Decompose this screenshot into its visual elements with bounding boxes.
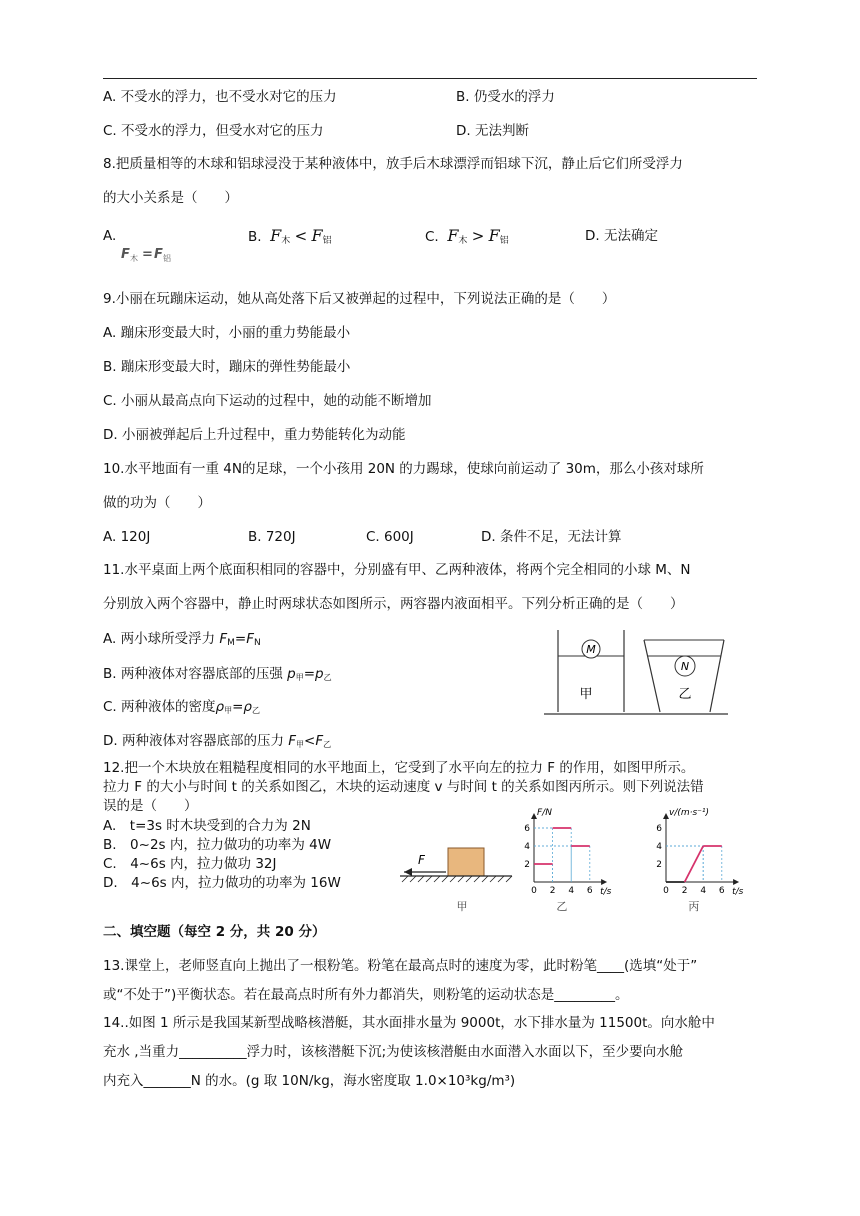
q11-b-p1: p xyxy=(287,666,296,682)
y-tick-label: 6 xyxy=(524,824,530,834)
container-yi-right-wall xyxy=(710,640,724,712)
q9-option-c[interactable]: C. 小丽从最高点向下运动的过程中，她的动能不断增加 xyxy=(103,393,432,409)
y-axis-label: v/(m·s⁻¹) xyxy=(669,808,710,818)
q8-option-d[interactable]: D. 无法确定 xyxy=(585,228,658,244)
x-axis-label: t/s xyxy=(732,887,744,897)
ball-m-label: M xyxy=(586,643,596,656)
q8-c-gt: > xyxy=(471,227,485,245)
header-rule xyxy=(103,78,757,79)
formula-image xyxy=(120,244,182,264)
q8-option-a-formula-image xyxy=(120,244,182,264)
section2-title: 二、填空题（每空 2 分，共 20 分） xyxy=(103,924,326,940)
q11-option-a[interactable] xyxy=(103,630,261,652)
container-jia-label: 甲 xyxy=(579,687,593,702)
q11-b-text: B. 两种液体对容器底部的压强 xyxy=(103,666,288,682)
q8-b-f2: F xyxy=(311,226,323,245)
q11-c-rho1: ρ xyxy=(215,699,225,715)
q11-b-eq: = xyxy=(303,666,316,682)
q8-b-sub1: 木 xyxy=(281,236,291,246)
q12-option-c[interactable]: C. 4~6s 内，拉力做功 32J xyxy=(103,856,277,872)
chart-velocity-time xyxy=(652,800,782,915)
svg-text:铝: 铝 xyxy=(163,254,171,263)
y-tick-label: 2 xyxy=(656,860,662,870)
chart-caption: 乙 xyxy=(556,900,568,913)
q11-d-sub-yi: 乙 xyxy=(323,740,332,749)
q14-line2: 充水 ,当重力__________浮力时，该核潜艇下沉;为使该核潜艇由水面潜入水面以下，至少要向水舱 xyxy=(103,1044,684,1060)
q11-option-b[interactable] xyxy=(103,665,332,687)
q7-option-d[interactable]: D. 无法判断 xyxy=(456,123,529,139)
q8-option-b-label: B. xyxy=(248,229,262,245)
q11-d-text: D. 两种液体对容器底部的压力 xyxy=(103,733,289,749)
q11-d-f1: F xyxy=(288,733,297,749)
q12-block-figure xyxy=(396,838,516,914)
x-tick-label: 2 xyxy=(681,886,688,896)
y-tick-label: 2 xyxy=(524,860,530,870)
q12-line3: 误的是（ ） xyxy=(103,798,198,814)
q14-line1: 14..如图 1 所示是我国某新型战略核潜艇，其水面排水量为 9000t，水下排水量为 11500t。向水舱中 xyxy=(103,1015,715,1031)
q11-d-lt: < xyxy=(304,733,316,749)
q12-line1: 12.把一个木块放在粗糙程度相同的水平地面上，它受到了水平向左的拉力 F 的作用，如图甲所示。 xyxy=(103,760,695,776)
q8-b-f1: F xyxy=(270,226,282,245)
q8-option-a-label[interactable]: A. xyxy=(103,228,117,244)
q7-option-c[interactable]: C. 不受水的浮力，但受水对它的压力 xyxy=(103,123,324,139)
q11-b-sub-yi: 乙 xyxy=(323,673,332,682)
x-tick-label: 0 xyxy=(531,886,537,896)
chart-caption: 丙 xyxy=(688,900,700,913)
q8-c-f2: F xyxy=(488,226,500,245)
q8-option-c-label: C. xyxy=(425,229,439,245)
container-yi-label: 乙 xyxy=(678,687,692,702)
svg-text:F: F xyxy=(154,247,163,262)
q11-b-p2: p xyxy=(315,666,324,682)
q7-option-a[interactable]: A. 不受水的浮力，也不受水对它的压力 xyxy=(103,89,337,105)
x-tick-label: 4 xyxy=(700,886,707,896)
q12-option-b[interactable]: B. 0~2s 内，拉力做功的功率为 4W xyxy=(103,837,332,853)
q11-stem-line2: 分别放入两个容器中，静止时两球状态如图所示，两容器内液面相平。下列分析正确的是（ ） xyxy=(103,596,684,612)
q8-c-sub1: 木 xyxy=(458,236,468,246)
q8-c-sub2: 铝 xyxy=(499,236,509,246)
q9-stem: 9.小丽在玩蹦床运动，她从高处落下后又被弹起的过程中，下列说法正确的是（ ） xyxy=(103,291,616,307)
q8-stem-line1: 8.把质量相等的木球和铝球浸没于某种液体中，放手后木球漂浮而铝球下沉，静止后它们所受浮力 xyxy=(103,156,683,172)
figure-jia-caption: 甲 xyxy=(456,900,468,913)
q8-b-lt: < xyxy=(294,227,308,245)
x-axis-arrow-icon xyxy=(733,879,739,885)
svg-text:F: F xyxy=(121,247,130,262)
data-segment-1 xyxy=(685,846,704,882)
ground-hatching xyxy=(402,876,512,882)
q11-a-eq: = xyxy=(234,631,247,647)
x-tick-label: 0 xyxy=(663,886,669,896)
q11-option-c[interactable] xyxy=(103,698,260,720)
q12-option-a[interactable]: A. t=3s 时木块受到的合力为 2N xyxy=(103,818,311,834)
x-tick-label: 6 xyxy=(718,886,725,896)
x-axis-label: t/s xyxy=(600,887,612,897)
q11-a-f2: F xyxy=(246,631,254,647)
q8-stem-line2: 的大小关系是（ ） xyxy=(103,190,238,206)
x-tick-label: 2 xyxy=(549,886,556,896)
arrow-f-label: F xyxy=(418,853,425,867)
q7-option-b[interactable]: B. 仍受水的浮力 xyxy=(456,89,555,105)
wood-block xyxy=(448,848,484,876)
q9-option-d[interactable]: D. 小丽被弹起后上升过程中，重力势能转化为动能 xyxy=(103,427,406,443)
q10-stem-line2: 做的功为（ ） xyxy=(103,495,211,511)
q8-option-b[interactable] xyxy=(248,227,332,250)
y-tick-label: 6 xyxy=(656,824,662,834)
q11-a-f1: F xyxy=(219,631,228,647)
q11-stem-line1: 11.水平桌面上两个底面积相同的容器中，分别盛有甲、乙两种液体，将两个完全相同的小球 M、N xyxy=(103,562,691,578)
y-tick-label: 4 xyxy=(656,842,662,852)
q8-option-c[interactable] xyxy=(425,227,509,250)
q11-a-sub-m: M xyxy=(227,638,235,648)
x-tick-label: 6 xyxy=(586,886,593,896)
container-yi-left-wall xyxy=(644,640,660,712)
arrow-head-icon xyxy=(404,868,412,876)
q13-line1: 13.课堂上，老师竖直向上抛出了一根粉笔。粉笔在最高点时的速度为零，此时粉笔____(选填“处于” xyxy=(103,958,698,974)
q9-option-b[interactable]: B. 蹦床形变最大时，蹦床的弹性势能最小 xyxy=(103,359,351,375)
q11-option-d[interactable] xyxy=(103,732,331,754)
q9-option-a[interactable]: A. 蹦床形变最大时，小丽的重力势能最小 xyxy=(103,325,351,341)
x-tick-label: 4 xyxy=(568,886,575,896)
x-axis-arrow-icon xyxy=(601,879,607,885)
q11-c-sub-jia: 甲 xyxy=(224,706,233,715)
y-tick-label: 4 xyxy=(524,842,530,852)
q11-c-text: C. 两种液体的密度 xyxy=(103,699,216,715)
q11-containers-figure xyxy=(540,622,730,720)
q11-c-rho2: ρ xyxy=(243,699,252,715)
q8-b-sub2: 铝 xyxy=(322,236,332,246)
q11-a-sub-n: N xyxy=(253,638,261,648)
q10-option-b[interactable]: B. 720J xyxy=(248,529,296,545)
q11-d-f2: F xyxy=(315,733,324,749)
q13-line2: 或“不处于”)平衡状态。若在最高点时所有外力都消失，则粉笔的运动状态是_________。 xyxy=(103,987,629,1003)
q11-d-sub-jia: 甲 xyxy=(296,740,305,749)
q11-a-text: A. 两小球所受浮力 xyxy=(103,631,220,647)
q11-b-sub-jia: 甲 xyxy=(295,673,304,682)
q14-line3: 内充入_______N 的水。(g 取 10N/kg，海水密度取 1.0×10³kg/m³) xyxy=(103,1073,516,1089)
q11-c-eq: = xyxy=(232,699,244,715)
ball-n-label: N xyxy=(680,660,690,673)
svg-text:=: = xyxy=(142,247,153,262)
q10-option-a[interactable]: A. 120J xyxy=(103,529,151,545)
q8-c-f1: F xyxy=(447,226,459,245)
q10-stem-line1: 10.水平地面有一重 4N的足球，一个小孩用 20N 的力踢球，使球向前运动了 30m，那么小孩对球所 xyxy=(103,461,704,477)
q12-line2: 拉力 F 的大小与时间 t 的关系如图乙，木块的运动速度 v 与时间 t 的关系如图丙所示。则下列说法错 xyxy=(103,779,704,795)
y-axis-label: F/N xyxy=(537,808,552,818)
q11-c-sub-yi: 乙 xyxy=(251,706,260,715)
q12-option-d[interactable]: D. 4~6s 内，拉力做功的功率为 16W xyxy=(103,875,341,891)
chart-force-time xyxy=(520,800,650,915)
q10-option-c[interactable]: C. 600J xyxy=(366,529,414,545)
q10-option-d[interactable]: D. 条件不足，无法计算 xyxy=(481,529,622,545)
svg-text:木: 木 xyxy=(130,254,138,263)
